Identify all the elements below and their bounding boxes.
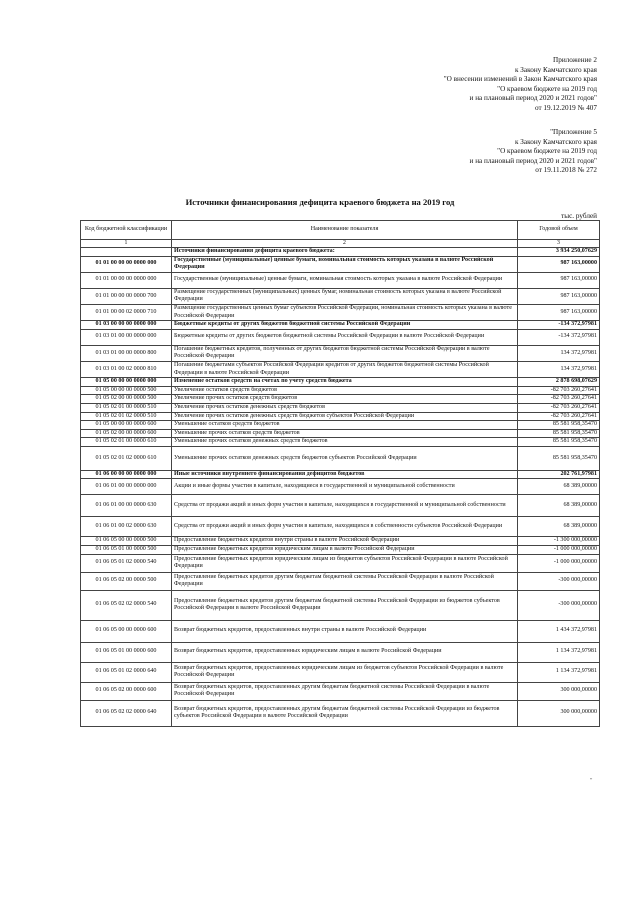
name-cell: Средства от продажи акций и иных форм участия в капитале, находящихся в собственности субъектов Российской Федерации [172, 517, 518, 537]
amount-cell: -1 000 000,00000 [518, 546, 600, 555]
name-cell: Возврат бюджетных кредитов, предоставленных внутри страны в валюте Российской Федерации [172, 620, 518, 642]
appendix-2-line: от 19.12.2019 № 407 [534, 103, 597, 112]
table-row [81, 248, 600, 257]
table-row [81, 470, 600, 479]
name-cell: Размещение государственных (муниципальных) ценных бумаг, номинальная стоимость которых указана в валюте Российской Федерации [172, 288, 518, 304]
appendix-5-line: "Приложение 5 [550, 128, 597, 136]
amount-cell: 68 389,00000 [518, 495, 600, 517]
financing-sources-table [80, 220, 600, 727]
document-title: Источники финансирования дефицита краевого бюджета на 2019 год [185, 197, 455, 207]
table-row [81, 288, 600, 304]
amount-cell: 134 372,97981 [518, 361, 600, 377]
amount-cell: 987 163,00000 [518, 272, 600, 288]
table-row [81, 700, 600, 726]
table-row [81, 304, 600, 320]
amount-cell: 1 134 372,97981 [518, 662, 600, 682]
name-cell: Предоставление бюджетных кредитов юридическим лицам из бюджетов субъектов Российской Федерации в валюте Российской Федерации [172, 554, 518, 572]
name-cell: Уменьшение остатков средств бюджетов [172, 421, 518, 430]
code-cell: 01 06 05 00 00 0000 500 [81, 537, 172, 546]
table-row [81, 329, 600, 345]
amount-cell: -82 703 260,27641 [518, 386, 600, 395]
amount-cell: 68 389,00000 [518, 479, 600, 495]
table-row [81, 272, 600, 288]
appendix-2-line: Приложение 2 [553, 56, 597, 64]
code-cell: 01 05 02 01 02 0000 510 [81, 412, 172, 421]
column-number: 3 [518, 240, 600, 248]
name-cell: Источники финансирования дефицита краевого бюджета: [172, 248, 518, 257]
code-cell: 01 05 00 00 00 0000 500 [81, 386, 172, 395]
table-body [81, 248, 600, 727]
table-row [81, 256, 600, 272]
name-cell: Средства от продажи акций и иных форм участия в капитале, находящихся в государственной и муниципальной собственности [172, 495, 518, 517]
amount-cell: 202 761,97981 [518, 470, 600, 479]
appendix-2-line: и на плановый период 2020 и 2021 годов" [469, 94, 597, 103]
code-cell: 01 03 00 00 00 0000 000 [81, 321, 172, 330]
code-cell: 01 05 00 00 00 0000 600 [81, 421, 172, 430]
table-row [81, 403, 600, 412]
appendix-5-line: и на плановый период 2020 и 2021 годов" [469, 156, 597, 165]
code-cell: 01 06 01 00 00 0000 000 [81, 479, 172, 495]
code-cell: 01 01 00 00 00 0000 000 [81, 272, 172, 288]
table-row [81, 421, 600, 430]
appendix-5-line: от 19.11.2018 № 272 [535, 166, 597, 175]
name-cell: Увеличение прочих остатков средств бюджетов [172, 395, 518, 404]
amount-cell: 1 134 372,97981 [518, 642, 600, 662]
amount-cell: 987 163,00000 [518, 288, 600, 304]
code-cell: 01 03 01 00 00 0000 800 [81, 345, 172, 361]
table-row [81, 378, 600, 387]
name-cell: Государственные (муниципальные) ценные бумаги, номинальная стоимость которых указана в валюте Российской Федерации [172, 272, 518, 288]
amount-cell: 134 372,97981 [518, 345, 600, 361]
amount-cell: 85 581 958,35470 [518, 421, 600, 430]
name-cell: Бюджетные кредиты от других бюджетов бюджетной системы Российской Федерации в валюте Российской Федерации [172, 329, 518, 345]
name-cell: Бюджетные кредиты от других бюджетов бюджетной системы Российской Федерации [172, 321, 518, 330]
units-label: тыс. рублей [561, 212, 597, 220]
appendix-2-line: к Закону Камчатского края [515, 65, 597, 74]
name-cell: Возврат бюджетных кредитов, предоставленных юридическим лицам в валюте Российской Федерации [172, 642, 518, 662]
code-cell: 01 06 05 02 00 0000 500 [81, 572, 172, 590]
appendix-5-header [470, 128, 597, 176]
code-cell: 01 03 01 00 02 0000 810 [81, 361, 172, 377]
amount-cell: 2 878 698,07629 [518, 378, 600, 387]
table-row [81, 554, 600, 572]
name-cell: Погашение бюджетных кредитов, полученных от других бюджетов бюджетной системы Российской Федерации в валюте Российской Федерации [172, 345, 518, 361]
name-cell: Уменьшение прочих остатков денежных средств бюджетов [172, 438, 518, 447]
code-cell: 01 06 05 02 02 0000 640 [81, 700, 172, 726]
name-cell: Увеличение прочих остатков денежных средств бюджетов [172, 403, 518, 412]
column-number: 1 [81, 240, 172, 248]
name-cell: Увеличение остатков средств бюджетов [172, 386, 518, 395]
amount-cell: -134 372,97981 [518, 321, 600, 330]
corner-mark: " [590, 778, 593, 784]
table-row [81, 642, 600, 662]
amount-cell: 987 163,00000 [518, 256, 600, 272]
amount-cell: -82 703 260,27641 [518, 395, 600, 404]
amount-cell: -82 703 260,27641 [518, 403, 600, 412]
amount-cell: 85 581 958,35470 [518, 429, 600, 438]
name-cell: Изменение остатков средств на счетах по учету средств бюджета [172, 378, 518, 387]
code-cell: 01 03 01 00 00 0000 000 [81, 329, 172, 345]
table-row [81, 446, 600, 470]
table-header-row [81, 221, 600, 240]
amount-cell: -300 000,00000 [518, 572, 600, 590]
table-row [81, 479, 600, 495]
column-number: 2 [172, 240, 518, 248]
column-number-row [81, 240, 600, 248]
code-cell: 01 05 02 01 02 0000 610 [81, 446, 172, 470]
appendix-2-line: "О внесении изменений в Закон Камчатского края [443, 75, 597, 84]
code-cell: 01 01 00 00 00 0000 700 [81, 288, 172, 304]
header-code: Код бюджетной классификации [81, 221, 172, 240]
amount-cell: -300 000,00000 [518, 590, 600, 620]
name-cell: Возврат бюджетных кредитов, предоставленных юридическим лицам из бюджетов субъектов Российской Федерации в валюте Российской Федерации [172, 662, 518, 682]
table-row [81, 546, 600, 555]
appendix-2-line: "О краевом бюджете на 2019 год [497, 84, 597, 93]
code-cell: 01 06 05 01 02 0000 640 [81, 662, 172, 682]
name-cell: Уменьшение прочих остатков средств бюджетов [172, 429, 518, 438]
code-cell: 01 05 02 01 00 0000 510 [81, 403, 172, 412]
table-row [81, 537, 600, 546]
amount-cell: 3 934 250,07629 [518, 248, 600, 257]
code-cell: 01 01 00 00 00 0000 000 [81, 256, 172, 272]
code-cell: 01 01 00 00 02 0000 710 [81, 304, 172, 320]
appendix-5-line: "О краевом бюджете на 2019 год [497, 147, 597, 156]
table-row [81, 590, 600, 620]
table-row [81, 620, 600, 642]
amount-cell: 1 434 372,97981 [518, 620, 600, 642]
code-cell: 01 05 02 00 00 0000 500 [81, 395, 172, 404]
amount-cell: 85 581 958,35470 [518, 438, 600, 447]
header-name: Наименование показателя [172, 221, 518, 240]
amount-cell: -1 000 000,00000 [518, 554, 600, 572]
table-row [81, 682, 600, 700]
name-cell: Размещение государственных ценных бумаг субъектов Российской Федерации, номинальная стоимость которых указана в валюте Российской Федерации [172, 304, 518, 320]
code-cell: 01 06 01 00 00 0000 630 [81, 495, 172, 517]
table-row [81, 395, 600, 404]
name-cell: Предоставление бюджетных кредитов юридическим лицам в валюте Российской Федерации [172, 546, 518, 555]
amount-cell: -82 703 260,27641 [518, 412, 600, 421]
table-row [81, 321, 600, 330]
name-cell: Погашение бюджетами субъектов Российской Федерации кредитов от других бюджетов бюджетной системы Российской Федерации в валюте Российской Федерации [172, 361, 518, 377]
name-cell: Возврат бюджетных кредитов, предоставленных другим бюджетам бюджетной системы Российской Федерации в валюте Российской Федерации [172, 682, 518, 700]
code-cell: 01 06 05 01 00 0000 600 [81, 642, 172, 662]
code-cell: 01 06 00 00 00 0000 000 [81, 470, 172, 479]
table-row [81, 345, 600, 361]
code-cell: 01 06 05 02 00 0000 600 [81, 682, 172, 700]
amount-cell: 300 000,00000 [518, 682, 600, 700]
code-cell: 01 06 05 00 00 0000 600 [81, 620, 172, 642]
table-row [81, 429, 600, 438]
name-cell: Возврат бюджетных кредитов, предоставленных другим бюджетам бюджетной системы Российской Федерации из бюджетов субъектов Российской Федерации в валюте Российской Федерации [172, 700, 518, 726]
code-cell: 01 06 05 01 00 0000 500 [81, 546, 172, 555]
table-row [81, 662, 600, 682]
code-cell [81, 248, 172, 257]
table-row [81, 517, 600, 537]
table-row [81, 438, 600, 447]
appendix-2-header [444, 56, 597, 114]
amount-cell: 85 581 958,35470 [518, 446, 600, 470]
header-amount: Годовой объем [518, 221, 600, 240]
amount-cell: 300 000,00000 [518, 700, 600, 726]
code-cell: 01 06 01 00 02 0000 630 [81, 517, 172, 537]
name-cell: Государственные (муниципальные) ценные бумаги, номинальная стоимость которых указана в валюте Российской Федерации [172, 256, 518, 272]
amount-cell: 987 163,00000 [518, 304, 600, 320]
code-cell: 01 06 05 01 02 0000 540 [81, 554, 172, 572]
name-cell: Предоставление бюджетных кредитов другим бюджетам бюджетной системы Российской Федерации в валюте Российской Федерации [172, 572, 518, 590]
code-cell: 01 05 02 01 00 0000 610 [81, 438, 172, 447]
table-row [81, 386, 600, 395]
name-cell: Предоставление бюджетных кредитов внутри страны в валюте Российской Федерации [172, 537, 518, 546]
table-row [81, 572, 600, 590]
amount-cell: -134 372,97981 [518, 329, 600, 345]
table-row [81, 412, 600, 421]
code-cell: 01 05 00 00 00 0000 000 [81, 378, 172, 387]
name-cell: Иные источники внутреннего финансирования дефицитов бюджетов [172, 470, 518, 479]
code-cell: 01 06 05 02 02 0000 540 [81, 590, 172, 620]
name-cell: Увеличение прочих остатков денежных средств бюджетов субъектов Российской Федерации [172, 412, 518, 421]
amount-cell: 68 389,00000 [518, 517, 600, 537]
table-row [81, 495, 600, 517]
appendix-5-line: к Закону Камчатского края [515, 137, 597, 146]
name-cell: Уменьшение прочих остатков денежных средств бюджетов субъектов Российской Федерации [172, 446, 518, 470]
code-cell: 01 05 02 00 00 0000 600 [81, 429, 172, 438]
table-row [81, 361, 600, 377]
amount-cell: -1 300 000,00000 [518, 537, 600, 546]
name-cell: Акции и иные формы участия в капитале, находящиеся в государственной и муниципальной собственности [172, 479, 518, 495]
name-cell: Предоставление бюджетных кредитов другим бюджетам бюджетной системы Российской Федерации из бюджетов субъектов Российской Федерации в валюте Российской Федерации [172, 590, 518, 620]
